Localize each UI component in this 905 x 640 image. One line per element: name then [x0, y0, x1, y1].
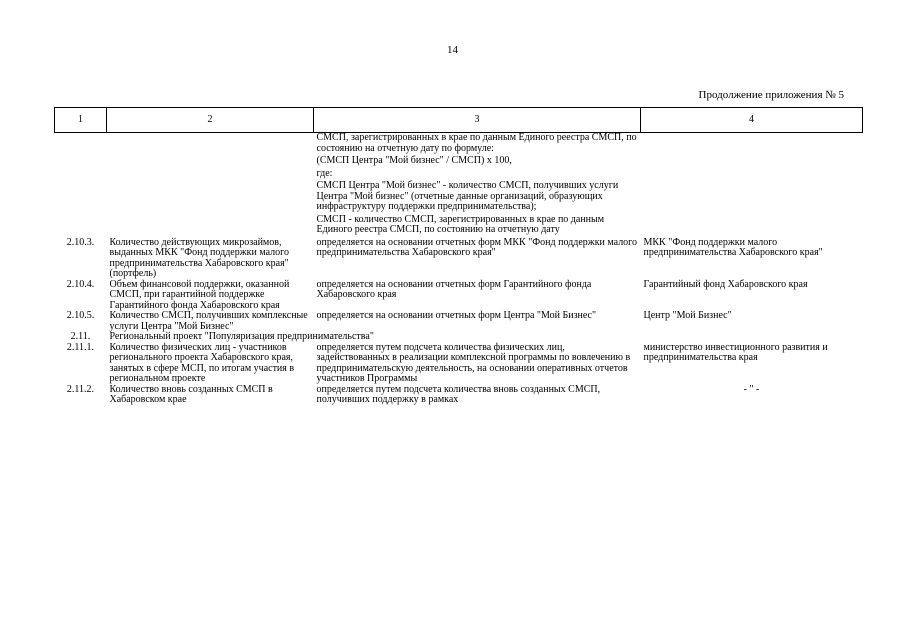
formula-paragraph: СМСП, зарегистрированных в крае по данным Единого реестра СМСП, по состоянию на отчетную дату по формуле: [316, 132, 637, 154]
cell-name: Количество действующих микрозаймов, выданных МКК "Фонд поддержки малого предпринимательства Хабаровского края" (портфель) [109, 236, 289, 279]
formula-paragraph: СМСП - количество СМСП, зарегистрированных в крае по данным Единого реестра СМСП, по состоянию на отчетную дату [316, 213, 605, 235]
cell-method: определяется путем подсчета количества вновь созданных СМСП, получивших поддержку в рамках [316, 383, 601, 405]
column-header-3: 3 [314, 108, 641, 133]
cell-name: Количество физических лиц - участников регионального проекта Хабаровского края, занятых в сфере МСП, по итогам участия в региональном проекте [109, 341, 295, 384]
cell-name: Количество СМСП, получивших комплексные услуги Центра "Мой Бизнес" [109, 310, 308, 332]
cell-method: определяется путем подсчета количества физических лиц, задействованных в реализации комплексной программы по вовлечению в предпринимательскую деятельность, на основании оперативных отчетов участников Программы [316, 341, 631, 384]
cell-num: 2.10.4. [66, 278, 95, 290]
cell-method-formula [314, 133, 641, 238]
section-row [55, 332, 863, 343]
cell-num: 2.10.5. [66, 310, 95, 321]
cell-source: Центр "Мой Бизнес" [643, 310, 732, 321]
appendix-continuation-label: Продолжение приложения № 5 [698, 89, 844, 101]
table-row [55, 343, 863, 385]
cell-source-ditto: - " - [743, 383, 760, 395]
table-header-row [55, 108, 863, 133]
formula-paragraph: (СМСП Центра "Мой бизнес" / СМСП) x 100, [316, 155, 512, 166]
column-header-4: 4 [641, 108, 863, 133]
cell-source: Гарантийный фонд Хабаровского края [643, 278, 808, 290]
formula-paragraph: где: [316, 167, 333, 179]
section-num: 2.11. [70, 331, 91, 342]
cell-source: МКК "Фонд поддержки малого предпринимательства Хабаровского края" [643, 236, 823, 258]
section-title: Региональный проект "Популяризация предпринимательства" [109, 331, 374, 342]
cell-source [641, 133, 863, 238]
cell-name: Количество вновь созданных СМСП в Хабаровском крае [109, 383, 273, 405]
cell-method: определяется на основании отчетных форм МКК "Фонд поддержки малого предпринимательства Хабаровского края" [316, 236, 638, 258]
formula-paragraph: СМСП Центра "Мой бизнес" - количество СМСП, получивших услуги Центра "Мой бизнес" (отчетные данные организаций, образующих инфраструктуру поддержки предпринимательства); [316, 180, 619, 212]
cell-num: 2.10.3. [66, 236, 95, 248]
table-row [55, 311, 863, 332]
cell-source: министерство инвестиционного развития и предпринимательства края [643, 341, 828, 363]
table-row [55, 385, 863, 406]
table-row [55, 238, 863, 280]
page-number: 14 [447, 44, 458, 56]
cell-num: 2.11.1. [66, 341, 95, 353]
cell-method: определяется на основании отчетных форм Центра "Мой Бизнес" [316, 310, 597, 321]
cell-method: определяется на основании отчетных форм Гарантийного фонда Хабаровского края [316, 278, 592, 300]
cell-num: 2.11.2. [66, 383, 95, 395]
column-header-1: 1 [55, 108, 107, 133]
cell-num [55, 133, 107, 238]
column-header-2: 2 [107, 108, 314, 133]
table-row [55, 280, 863, 312]
cell-name [107, 133, 314, 238]
indicators-table [54, 107, 863, 406]
table-row-continued [55, 133, 863, 238]
cell-name: Объем финансовой поддержки, оказанной СМСП, при гарантийной поддержке Гарантийного фонда Хабаровского края [109, 278, 290, 311]
